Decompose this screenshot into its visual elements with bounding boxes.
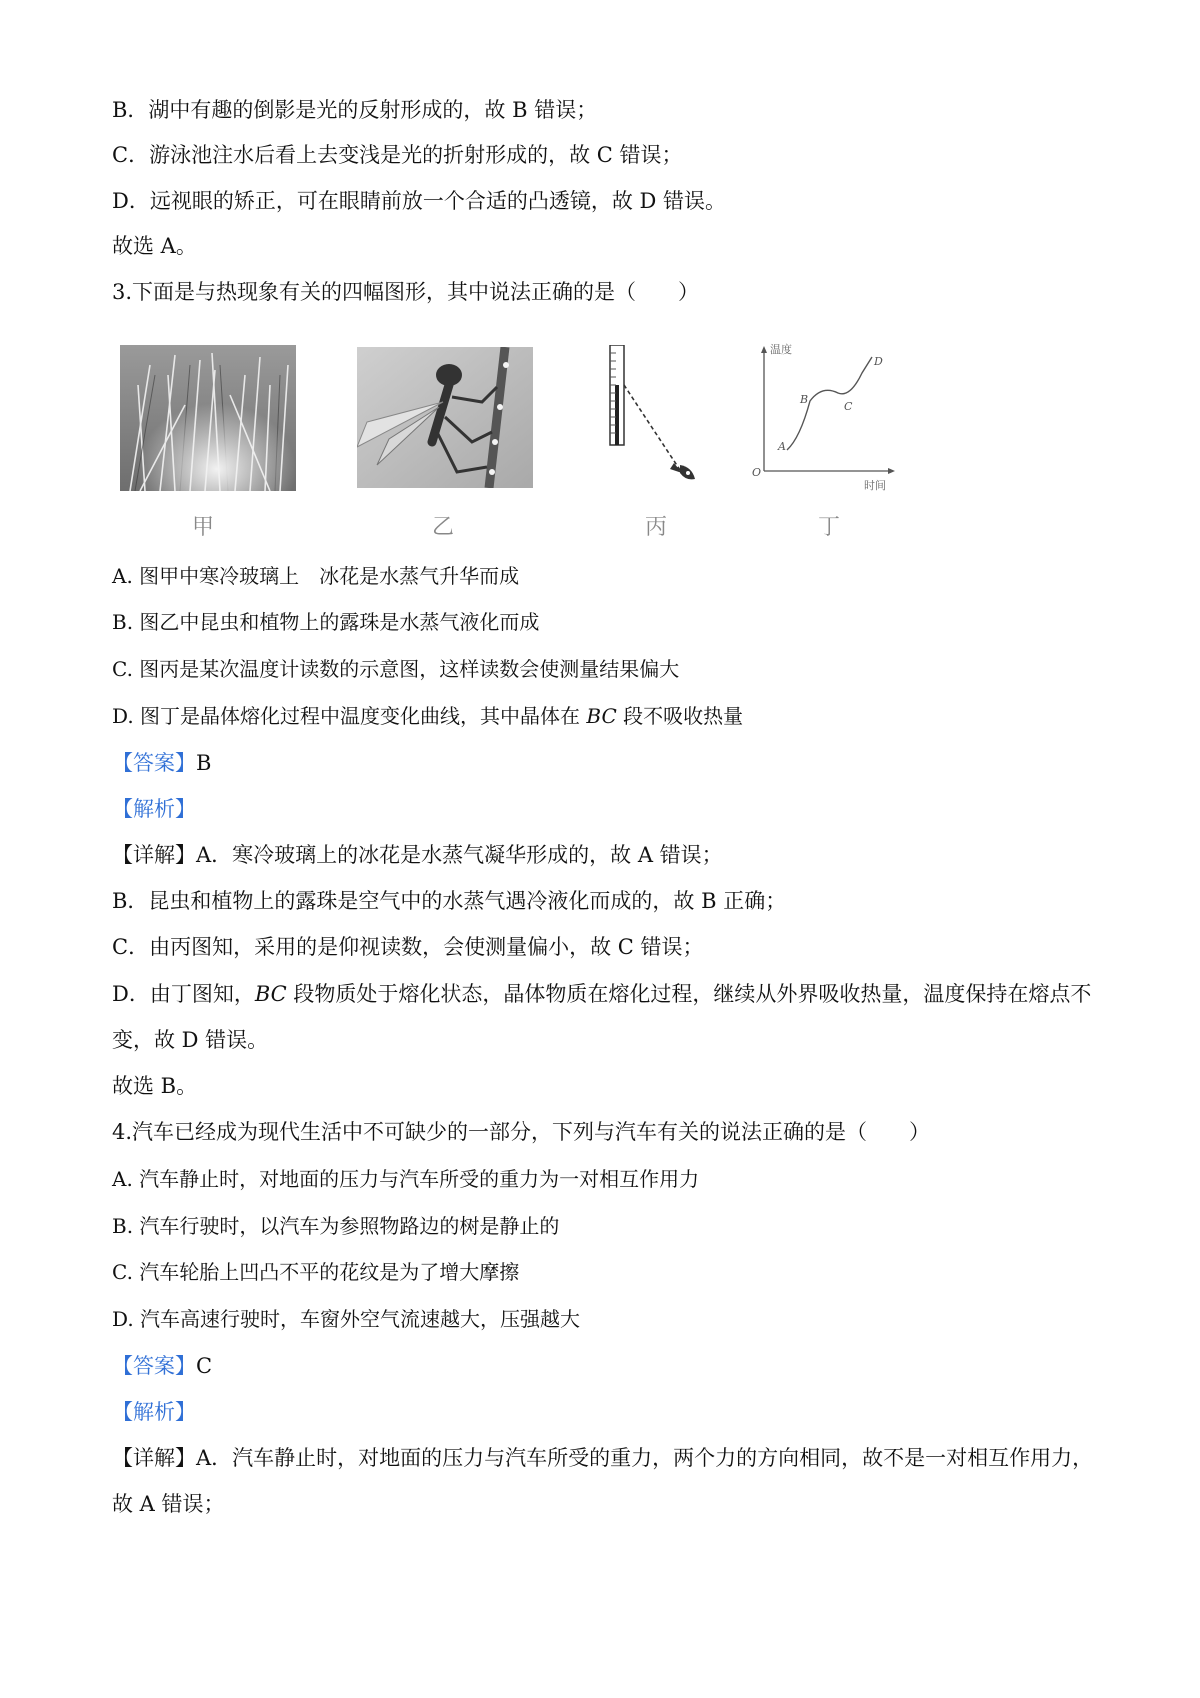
figure-bing-thermometer [600,345,700,495]
figure-yi-insect [357,347,533,488]
q4-stem: 4.汽车已经成为现代生活中不可缺少的一部分，下列与汽车有关的说法正确的是（ ） [112,1120,931,1144]
figure-jia-frost [120,345,296,491]
q3-answer: 【答案】B [112,751,212,775]
q3-option-b: B. 图乙中昆虫和植物上的露珠是水蒸气液化而成 [112,610,540,634]
graph-origin: O [752,466,762,479]
q4-option-b: B. 汽车行驶时，以汽车为参照物路边的树是静止的 [112,1214,560,1238]
q3-detail-c: C．由丙图知，采用的是仰视读数，会使测量偏小，故 C 错误； [112,935,704,959]
q3-detail-b: B．昆虫和植物上的露珠是空气中的水蒸气遇冷液化而成的，故 B 正确； [112,889,787,913]
caption-yi: 乙 [432,515,455,540]
prev-option-b: B．湖中有趣的倒影是光的反射形成的，故 B 错误； [112,98,598,122]
q3-detail-a: 【详解】A．寒冷玻璃上的冰花是水蒸气凝华形成的，故 A 错误； [112,843,723,867]
prev-choice: 故选 A。 [112,234,197,258]
q4-option-c: C. 汽车轮胎上凹凸不平的花纹是为了增大摩擦 [112,1260,520,1284]
q3-stem: 3.下面是与热现象有关的四幅图形，其中说法正确的是（ ） [112,280,700,304]
q3-option-d: D. 图丁是晶体熔化过程中温度变化曲线，其中晶体在 BC 段不吸收热量 [112,704,744,728]
prev-option-d: D．远视眼的矫正，可在眼睛前放一个合适的凸透镜，故 D 错误。 [112,189,727,213]
graph-point-d: D [874,355,883,368]
graph-point-c: C [844,400,853,413]
prev-option-c: C．游泳池注水后看上去变浅是光的折射形成的，故 C 错误； [112,143,683,167]
caption-jia: 甲 [192,515,215,540]
graph-point-b: B [800,393,809,406]
figure-ding-graph [752,343,900,491]
q4-analysis-label: 【解析】 [112,1400,196,1424]
q4-detail-a-cont: 故 A 错误； [112,1492,225,1516]
q3-option-a: A. 图甲中寒冷玻璃上 冰花是水蒸气升华而成 [112,564,520,588]
caption-ding: 丁 [818,515,841,540]
q3-choice: 故选 B。 [112,1074,198,1098]
graph-xlabel: 时间 [864,479,886,491]
q4-option-a: A. 汽车静止时，对地面的压力与汽车所受的重力为一对相互作用力 [112,1167,700,1191]
graph-ylabel: 温度 [770,343,792,356]
q3-option-c: C. 图丙是某次温度计读数的示意图，这样读数会使测量结果偏大 [112,657,680,681]
q4-answer: 【答案】C [112,1354,213,1378]
q4-option-d: D. 汽车高速行驶时，车窗外空气流速越大，压强越大 [112,1307,581,1331]
q3-detail-d: D．由丁图知，BC 段物质处于熔化状态，晶体物质在熔化过程，继续从外界吸收热量，温度保持在熔点不 [112,982,1092,1006]
q4-detail-a: 【详解】A．汽车静止时，对地面的压力与汽车所受的重力，两个力的方向相同，故不是一对相互作用力， [112,1446,1094,1470]
q3-analysis-label: 【解析】 [112,797,196,821]
q3-detail-d-cont: 变，故 D 错误。 [112,1028,269,1052]
caption-bing: 丙 [645,515,668,540]
graph-point-a: A [778,440,786,453]
